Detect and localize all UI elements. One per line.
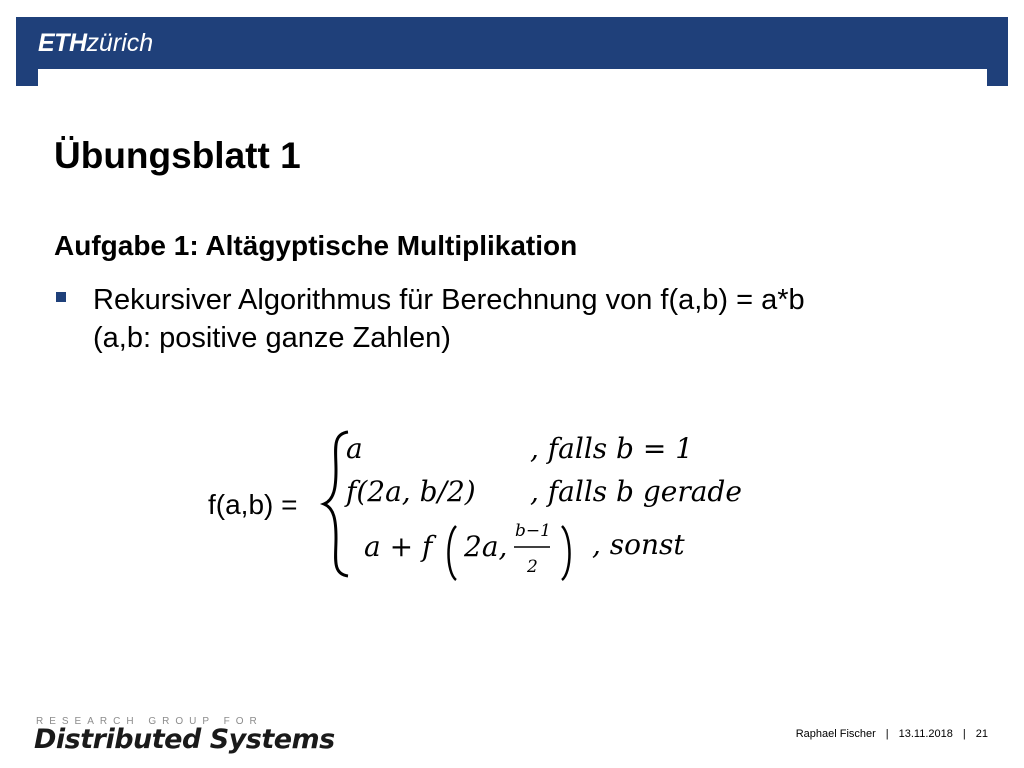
bullet-line-1: Rekursiver Algorithmus für Berechnung von f(a,b) = a*b [93,284,805,316]
case2-value: f(2a, b/2) [346,475,476,508]
logo-zurich: zürich [86,29,154,57]
slide-title: Übungsblatt 1 [54,135,301,176]
header-tab-left [16,69,38,86]
case3-denominator: 2 [527,557,538,577]
slide-subtitle: Aufgabe 1: Altägyptische Multiplikation [54,230,578,261]
piecewise-formula [208,426,768,582]
case3-arg: 2a, [464,530,508,563]
case1-value: a [346,432,363,465]
eth-logo [38,28,153,58]
case3-prefix: a + f [364,530,433,563]
bullet-line-2: (a,b: positive ganze Zahlen) [93,322,451,354]
footer-meta [796,727,988,741]
case3-numerator: b−1 [515,521,551,541]
footer-separator: | [885,728,889,740]
footer-separator: | [962,728,966,740]
header-tab-right [987,69,1008,86]
formula-svg [208,426,768,582]
footer-page-number: 21 [975,728,988,740]
case3-open-paren [449,526,457,580]
bullet-text [93,281,973,357]
footer-author: Raphael Fischer [795,728,876,740]
formula-lhs: f(a,b) = [208,489,298,520]
logo-eth: ETH [38,29,87,57]
case3-condition: , sonst [592,528,685,561]
square-bullet-icon [56,292,66,302]
footer-group-name: Distributed Systems [34,724,335,755]
case2-condition: , falls b gerade [530,475,742,508]
left-brace [324,432,348,576]
case3-close-paren [562,526,570,580]
footer-group-label: RESEARCH GROUP FOR [36,716,263,727]
footer-date: 13.11.2018 [898,728,953,740]
case1-condition: , falls b = 1 [530,432,694,465]
header-bar [16,17,1008,69]
